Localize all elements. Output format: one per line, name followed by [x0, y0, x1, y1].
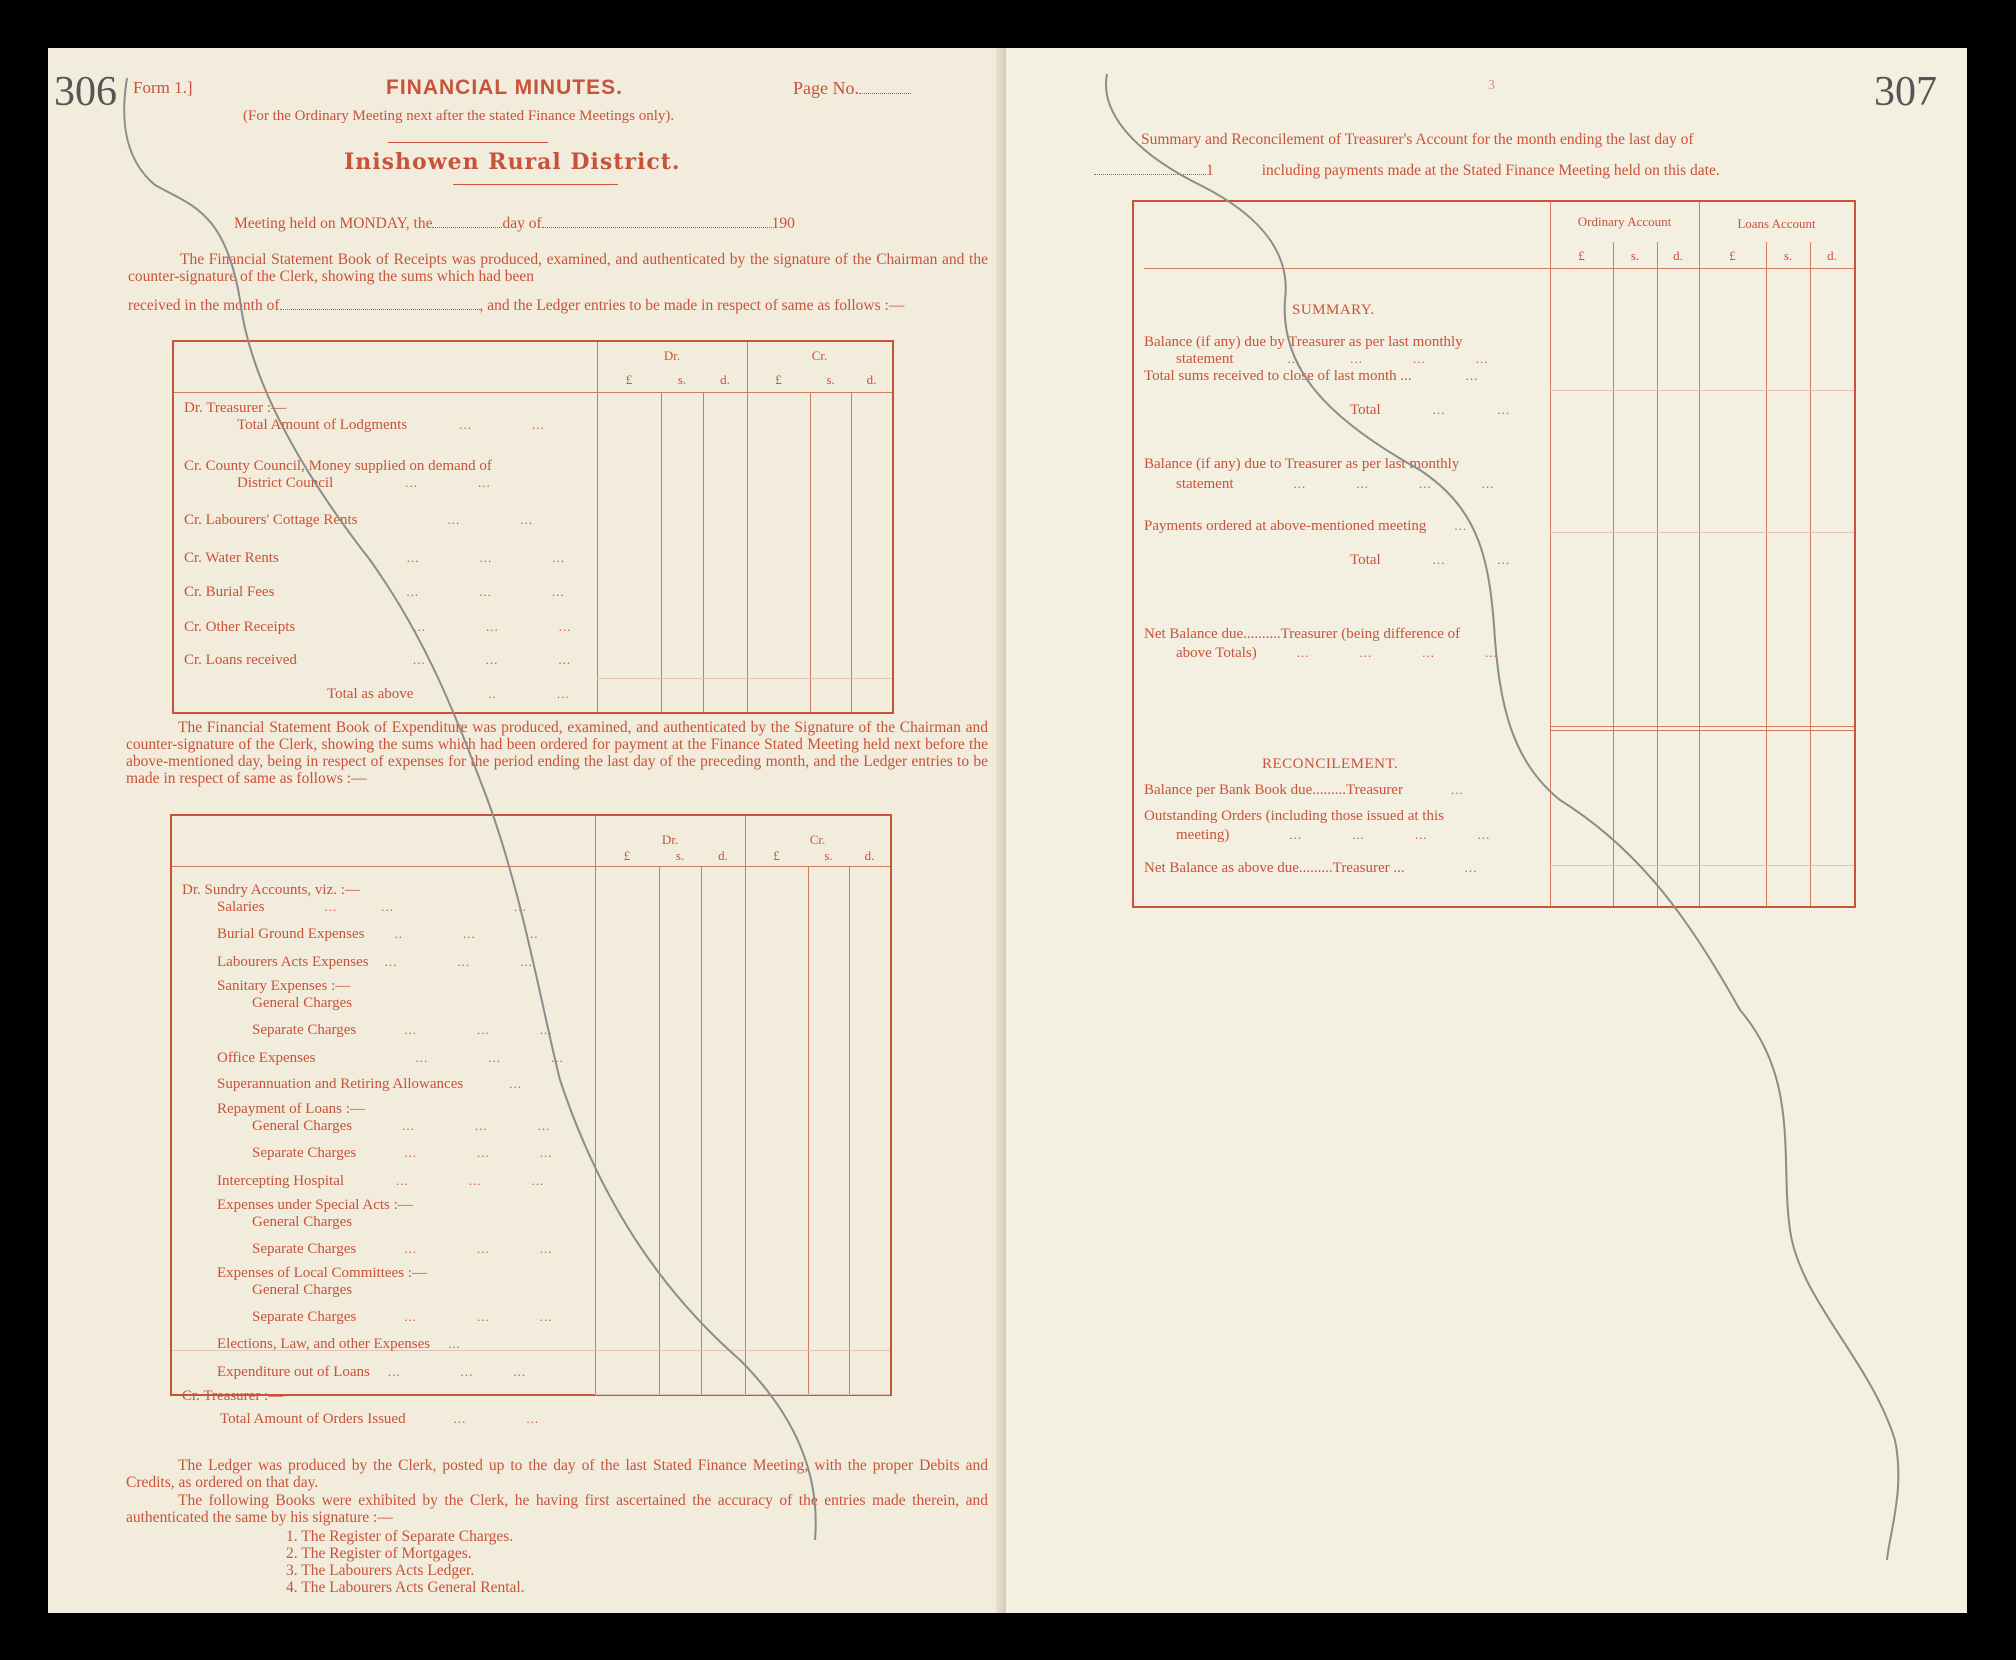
left-page — [48, 48, 1006, 1613]
table-row: District Council ... ... — [237, 475, 491, 491]
table-row: Separate Charges ... ... ... — [252, 1022, 553, 1038]
pence-header: d. — [1827, 248, 1837, 263]
table-row: Net Balance as above due.........Treasurer ... ... — [1144, 860, 1478, 876]
table-row: Burial Ground Expenses .. ... ... — [217, 926, 539, 942]
pounds-header: £ — [775, 372, 782, 387]
table-row: Cr. Burial Fees ... ... ... — [184, 584, 565, 600]
page-title: FINANCIAL MINUTES. — [386, 76, 623, 99]
pounds-header: £ — [773, 848, 780, 863]
table-row: Cr. County Council, Money supplied on demand of — [184, 458, 492, 474]
table-row: Total Amount of Orders Issued ... ... — [220, 1411, 540, 1427]
table-row: Separate Charges ... ... ... — [252, 1145, 553, 1161]
ordinary-account-header: Ordinary Account — [1577, 214, 1672, 229]
table-row: Elections, Law, and other Expenses ... — [217, 1336, 461, 1352]
pounds-header: £ — [623, 848, 631, 863]
subtitle: (For the Ordinary Meeting next after the stated Finance Meetings only). — [243, 108, 675, 124]
cr-header: Cr. — [811, 348, 828, 363]
shillings-header: s. — [675, 848, 685, 863]
table-row: above Totals) ... ... ... ... — [1176, 645, 1498, 661]
pence-header: d. — [718, 848, 728, 863]
rule — [453, 184, 618, 185]
table-row: General Charges — [252, 995, 353, 1011]
pence-header: d. — [1673, 248, 1683, 263]
table-row: Balance per Bank Book due.........Treasurer ... — [1144, 782, 1464, 798]
table-row: Expenses of Local Committees :— — [217, 1265, 427, 1281]
page-number-right: 307 — [1874, 69, 1937, 115]
para-ledger: The Ledger was produced by the Clerk, posted up to the day of the last Stated Finance Meeting, with the proper Debits and Credits, as ordered on that day. — [126, 1457, 988, 1491]
list-item: 4. The Labourers Acts General Rental. — [286, 1579, 525, 1596]
list-item: 3. The Labourers Acts Ledger. — [286, 1562, 475, 1579]
table-row: Balance (if any) due to Treasurer as per last monthly — [1144, 456, 1460, 472]
table-row: Cr. Loans received ... ... ... — [184, 652, 572, 668]
expenditure-table — [170, 814, 892, 1404]
pounds-header: £ — [625, 372, 633, 387]
list-item: 2. The Register of Mortgages. — [286, 1545, 472, 1562]
table-row: General Charges — [252, 1214, 353, 1230]
list-item: 1. The Register of Separate Charges. — [286, 1528, 514, 1545]
receipts-table — [172, 340, 894, 714]
shillings-header: s. — [1630, 248, 1640, 263]
dr-header: Dr. — [661, 832, 679, 847]
table-row: statement ... ... ... ... — [1176, 351, 1489, 367]
pence-header: d. — [866, 372, 877, 387]
rule — [388, 142, 548, 143]
pounds-header: £ — [1578, 248, 1585, 263]
table-row: Repayment of Loans :— — [217, 1101, 365, 1117]
table-row: Total Amount of Lodgments ... ... — [237, 417, 545, 433]
pounds-header: £ — [1729, 248, 1736, 263]
cr-header: Cr. — [809, 832, 826, 847]
summary-title: SUMMARY. — [1292, 302, 1375, 318]
table-row: statement ... ... ... ... — [1176, 476, 1495, 492]
table-row: Expenditure out of Loans ... ... ... — [217, 1364, 527, 1380]
table-row: Total sums received to close of last month ... ... — [1144, 368, 1479, 384]
right-page — [1006, 48, 1967, 1613]
table-row: Separate Charges ... ... ... — [252, 1241, 553, 1257]
table-row: Superannuation and Retiring Allowances ... — [217, 1076, 522, 1092]
reconcilement-title: RECONCILEMENT. — [1262, 756, 1399, 772]
para-receipts-continued: received in the month of , and the Ledger entries to be made in respect of same as follows :— — [128, 297, 905, 314]
table-row: Outstanding Orders (including those issued at this — [1144, 808, 1444, 824]
table-row: General Charges ... ... ... — [252, 1118, 551, 1134]
shillings-header: s. — [1783, 248, 1793, 263]
table-row: Dr. Treasurer :— — [184, 400, 287, 416]
table-row: Cr. Treasurer :— — [182, 1388, 284, 1404]
shillings-header: s. — [826, 372, 835, 387]
para-books: The following Books were exhibited by the Clerk, he having first ascertained the accuracy of the entries made therein, and authenticated the same by his signature :— — [126, 1492, 988, 1526]
summary-heading-continued: 1 including payments made at the Stated Finance Meeting held on this date. — [1094, 162, 1720, 179]
table-row: Dr. Sundry Accounts, viz. :— — [182, 882, 360, 898]
pence-header: d. — [864, 848, 875, 863]
table-row: Separate Charges ... ... ... — [252, 1309, 553, 1325]
table-row: Office Expenses ... ... ... — [217, 1050, 564, 1066]
treasurer-account-table — [1132, 200, 1856, 908]
table-row: Balance (if any) due by Treasurer as per last monthly — [1144, 334, 1463, 350]
table-row: Intercepting Hospital ... ... ... — [217, 1173, 545, 1189]
page-number-left: 306 — [54, 69, 117, 115]
form-label: Form 1.] — [133, 78, 193, 97]
summary-heading: Summary and Reconcilement of Treasurer's Account for the month ending the last day of — [1141, 131, 1694, 148]
table-row: Payments ordered at above-mentioned meeting ... — [1144, 518, 1468, 534]
shillings-header: s. — [824, 848, 833, 863]
table-row: meeting) ... ... ... ... — [1176, 827, 1491, 843]
para-receipts: The Financial Statement Book of Receipts was produced, examined, and authenticated by the signature of the Chairman and the counter-signature of the Clerk, showing the sums which had been — [128, 251, 988, 285]
table-row: Cr. Other Receipts ... ... ... — [184, 619, 572, 635]
table-row: Cr. Labourers' Cottage Rents ... ... — [184, 512, 534, 528]
faint-page-mark: 3 — [1488, 78, 1495, 93]
pence-header: d. — [720, 372, 730, 387]
page-no-label: Page No. — [793, 78, 911, 99]
table-row: General Charges — [252, 1282, 353, 1298]
table-row: Expenses under Special Acts :— — [217, 1197, 413, 1213]
table-row-total: Total ... ... — [1350, 402, 1511, 418]
shillings-header: s. — [677, 372, 687, 387]
table-row: Labourers Acts Expenses ... ... ... — [217, 954, 533, 970]
district-title: Inishowen Rural District. — [344, 149, 681, 175]
table-row: Net Balance due..........Treasurer (being difference of — [1144, 626, 1461, 642]
table-row-total: Total ... ... — [1350, 552, 1511, 568]
loans-account-header: Loans Account — [1737, 216, 1816, 231]
table-row: Salaries ... ... ... — [217, 899, 527, 915]
table-row-total: Total as above .. ... — [327, 686, 570, 702]
table-row: Cr. Water Rents ... ... ... — [184, 550, 566, 566]
table-row: Sanitary Expenses :— — [217, 978, 351, 994]
books-list — [286, 1528, 525, 1596]
meeting-line: Meeting held on MONDAY, the day of 190 — [234, 215, 795, 232]
para-expenditure: The Financial Statement Book of Expenditure was produced, examined, and authenticated by the Signature of the Chairman and counter-signature of the Clerk, showing the sums which had been ordered for payment at the Finance Stated Meeting held next before the above-mentioned day, being in respect of expenses for the period ending the last day of the preceding month, and the Ledger entries to be made in respect of same as follows :— — [126, 719, 988, 787]
dr-header: Dr. — [663, 348, 681, 363]
